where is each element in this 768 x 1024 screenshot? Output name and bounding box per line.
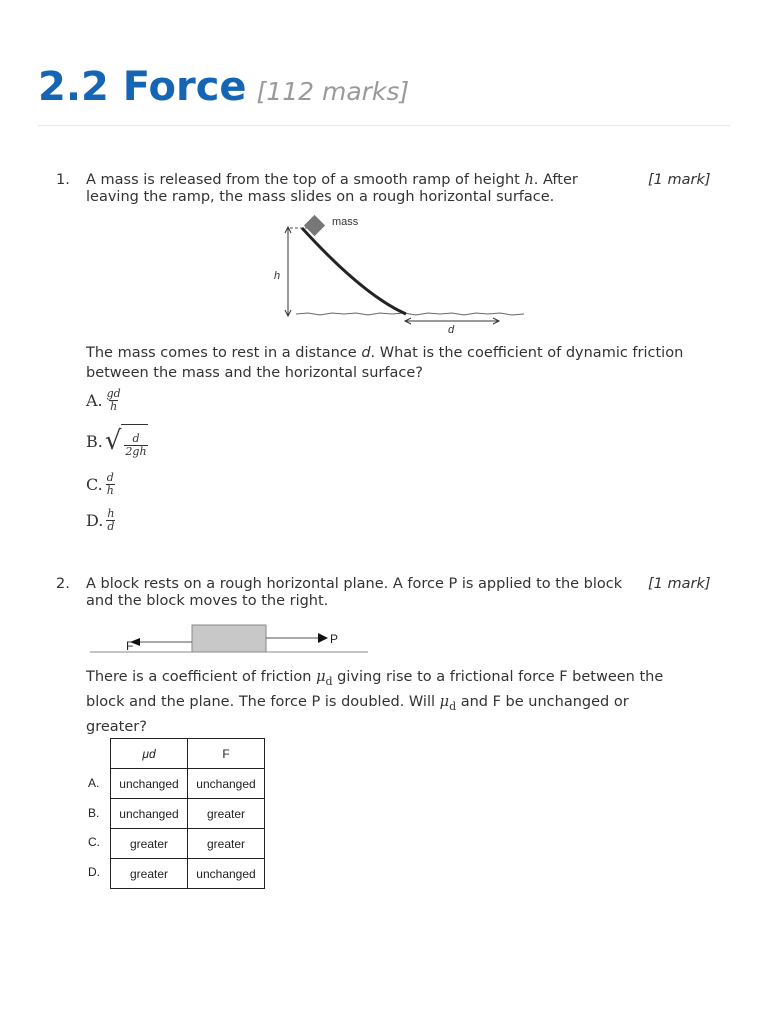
- ramp-curve: [302, 228, 406, 314]
- question-2-text: A block rests on a rough horizontal plane. A force P is applied to the block and the block moves to the right.: [86, 576, 623, 609]
- table-cell: unchanged: [188, 769, 265, 799]
- mass-label: mass: [332, 216, 359, 228]
- table-row[interactable]: [111, 769, 265, 799]
- table-header-f: F: [188, 739, 265, 769]
- question-1-marks: [1 mark]: [648, 172, 711, 188]
- question-2-prompt: There is a coefficient of friction $\mu_d$ giving rise to a frictional force F between the block and the plane. The force P is doubled. Will $\mu_d$ and F be unchanged or greater?: [86, 669, 664, 735]
- question-2-marks: [1 mark]: [648, 576, 711, 592]
- row-letter-c: C.: [88, 835, 100, 849]
- answer-table: [110, 738, 265, 889]
- force-arrow-icon: [318, 633, 328, 643]
- total-marks: [112 marks]: [256, 77, 410, 106]
- block: [192, 625, 266, 652]
- option-a[interactable]: A. $\frac{gd}{h}$: [86, 387, 121, 413]
- row-letter-b: B.: [88, 806, 100, 820]
- header-divider: [38, 125, 730, 126]
- block-diagram: [88, 620, 378, 656]
- table-cell: greater: [111, 829, 188, 859]
- square-root-symbol: √ $\frac{d}{2gh}$: [104, 426, 147, 458]
- height-label: h: [274, 270, 281, 282]
- page-title: 2.2 Force: [38, 64, 247, 110]
- table-cell: unchanged: [188, 859, 265, 889]
- option-c[interactable]: C. $\frac{d}{h}$: [86, 471, 114, 497]
- distance-label: d: [448, 324, 455, 336]
- question-1-prompt: The mass comes to rest in a distance d. What is the coefficient of dynamic friction between the mass and the horizontal surface?: [86, 345, 684, 381]
- table-cell: greater: [188, 829, 265, 859]
- question-2-number: 2.: [56, 576, 70, 592]
- option-b[interactable]: B. √ $\frac{d}{2gh}$: [86, 426, 147, 458]
- rough-surface: [296, 313, 524, 315]
- question-1-number: 1.: [56, 172, 70, 188]
- table-cell: unchanged: [111, 799, 188, 829]
- page-header: [38, 64, 409, 110]
- table-row[interactable]: [111, 859, 265, 889]
- row-letter-a: A.: [88, 776, 100, 790]
- table-header-mu: μd: [111, 739, 188, 769]
- force-label: P: [330, 632, 339, 646]
- table-header-row: [111, 739, 265, 769]
- ramp-diagram: [268, 210, 530, 340]
- option-d[interactable]: D. $\frac{h}{d}$: [86, 507, 115, 533]
- question-1-text: A mass is released from the top of a smooth ramp of height h. After leaving the ramp, the mass slides on a rough horizontal surface.: [86, 172, 578, 205]
- table-cell: greater: [111, 859, 188, 889]
- table-cell: unchanged: [111, 769, 188, 799]
- row-letter-d: D.: [88, 865, 100, 879]
- table-cell: greater: [188, 799, 265, 829]
- table-row[interactable]: [111, 799, 265, 829]
- table-row[interactable]: [111, 829, 265, 859]
- friction-label: F: [126, 639, 134, 653]
